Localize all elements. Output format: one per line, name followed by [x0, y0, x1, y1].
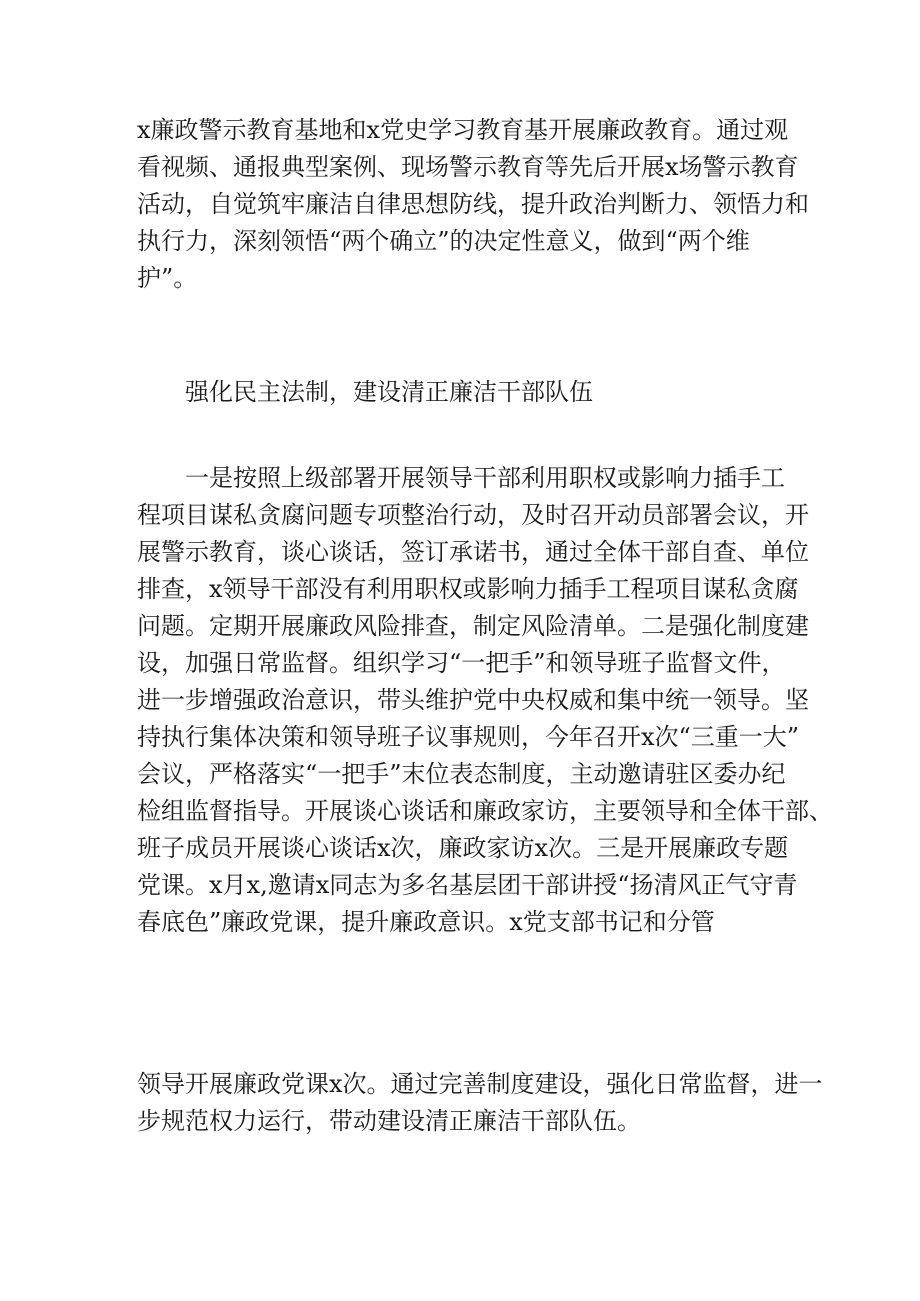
- text-line: 程项目谋私贪腐问题专项整治行动，及时召开动员部署会议，开: [137, 501, 809, 529]
- text-line: 春底色”廉政党课，提升廉政意识。x党支部书记和分管: [137, 908, 715, 936]
- text-line: 展警示教育，谈心谈话，签订承诺书，通过全体干部自查、单位: [137, 538, 809, 566]
- text-line: 排查，x领导干部没有利用职权或影响力插手工程项目谋私贪腐: [137, 575, 799, 603]
- paragraph-warning-education: [137, 112, 809, 297]
- text-line: 领导开展廉政党课x次。通过完善制度建设，强化日常监督，进一: [137, 1070, 823, 1098]
- heading-text: 强化民主法制，建设清正廉洁干部队伍: [137, 378, 593, 406]
- paragraph-integrity-measures: [137, 460, 833, 941]
- text-line: 班子成员开展谈心谈话x次，廉政家访x次。三是开展廉政专题: [137, 834, 789, 862]
- text-line: 持执行集体决策和领导班子议事规则，今年召开x次“三重一大”: [137, 723, 800, 751]
- section-heading: [137, 374, 787, 411]
- paragraph-conclusion: [137, 1066, 823, 1140]
- text-line: 一是按照上级部署开展领导干部利用职权或影响力插手工: [137, 464, 785, 492]
- text-line: 会议，严格落实“一把手”末位表态制度，主动邀请驻区委办纪: [137, 760, 786, 788]
- text-line: 步规范权力运行，带动建设清正廉洁干部队伍。: [137, 1107, 641, 1135]
- text-line: 护”。: [137, 264, 198, 292]
- text-line: 活动，自觉筑牢廉洁自律思想防线，提升政治判断力、领悟力和: [137, 190, 809, 218]
- text-line: x廉政警示教育基地和x党史学习教育基开展廉政教育。通过观: [137, 116, 789, 144]
- text-line: 进一步增强政治意识，带头维护党中央权威和集中统一领导。坚: [137, 686, 809, 714]
- text-line: 设，加强日常监督。组织学习“一把手”和领导班子监督文件，: [137, 649, 786, 677]
- text-line: 问题。定期开展廉政风险排查，制定风险清单。二是强化制度建: [137, 612, 809, 640]
- text-line: 执行力，深刻领悟“两个确立”的决定性意义，做到“两个维: [137, 227, 750, 255]
- text-line: 看视频、通报典型案例、现场警示教育等先后开展x场警示教育: [137, 153, 799, 181]
- text-line: 检组监督指导。开展谈心谈话和廉政家访，主要领导和全体干部、: [137, 797, 833, 825]
- text-line: 党课。x月x,邀请x同志为多名基层团干部讲授“扬清风正气守青: [137, 871, 798, 899]
